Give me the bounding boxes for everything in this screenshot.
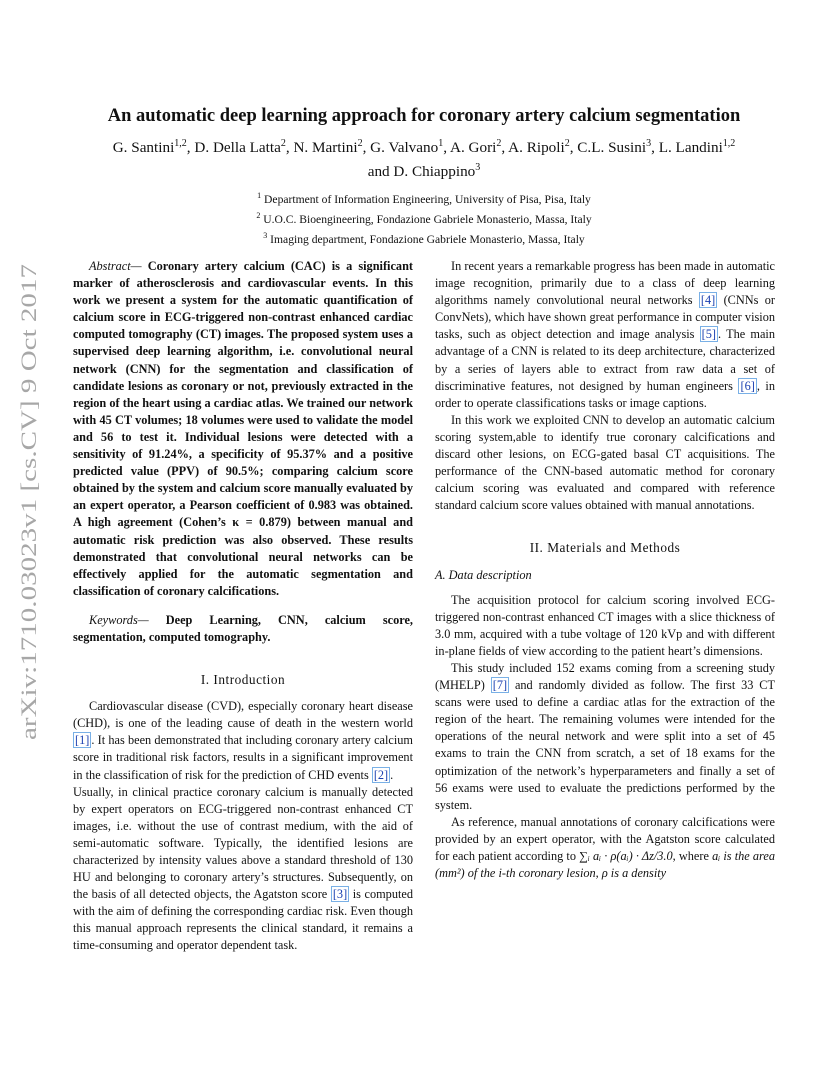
affiliation-text: U.O.C. Bioengineering, Fondazione Gabriele Monasterio, Massa, Italy: [263, 212, 592, 226]
abstract-lead: Abstract—: [89, 259, 142, 273]
author: and D. Chiappino: [367, 163, 476, 181]
arxiv-identifier: arXiv:1710.03023v1 [cs.CV] 9 Oct 2017: [16, 371, 41, 740]
citation-link[interactable]: [6]: [740, 378, 755, 393]
section-heading-methods: II. Materials and Methods: [529, 540, 681, 556]
paper-title: An automatic deep learning approach for coronary artery calcium segmentation: [107, 106, 741, 126]
author-affiliation: 2: [280, 138, 286, 149]
author-separator: ,: [651, 139, 659, 157]
intro-paragraph-4: In this work we exploited CNN to develop an automatic calcium scoring system,able to identify true coronary calcifications and discard other lesions, on ECG-gated basal CT acquisitions. The performance of the CNN-based automatic method for coronary calcium scoring was evaluated and compared with reference standard calcium score values obtained with manual annotations.: [435, 412, 775, 513]
author-list: [60, 134, 788, 182]
text-run: In recent years a remarkable progress has been made in automatic image recognition, primarily due to a class of deep learning algorithms namely convolutional neural networks: [435, 259, 775, 308]
subsection-heading-data: A. Data description: [435, 567, 532, 582]
author: L. Landini: [658, 139, 723, 157]
affiliation-number: 1: [257, 191, 262, 200]
author-separator: ,: [501, 139, 509, 157]
affiliation-number: 2: [256, 210, 261, 220]
text-run: .: [390, 767, 394, 782]
author-separator: ,: [362, 139, 371, 157]
author-affiliation: 2: [357, 138, 363, 149]
affiliation-text: Imaging department, Fondazione Gabriele Monasterio, Massa, Italy: [270, 232, 585, 246]
author-separator: ,: [569, 139, 578, 157]
text-run: (CNNs or ConvNets), which have shown great performance in computer vision tasks, such as object detection and image analysis: [435, 293, 775, 342]
author: G. Santini: [112, 139, 175, 157]
author: A. Gori: [449, 139, 497, 157]
affiliation-number: 3: [263, 230, 268, 240]
author-affiliation: 1: [438, 138, 444, 149]
data-paragraph-3: [435, 814, 775, 882]
author-separator: ,: [285, 139, 294, 157]
data-paragraph-2: [435, 660, 775, 814]
keywords-text: Deep Learning, CNN, calcium score, segmentation, computed tomography.: [73, 612, 414, 644]
author-affiliation: 2: [564, 138, 570, 149]
right-column: [435, 258, 775, 882]
data-paragraph-1: The acquisition protocol for calcium scoring involved ECG-triggered non-contrast enhanced CT images with a slice thickness of 3.0 mm, acquired with a tube voltage of 120 kVp and with different in-plane fields of view according to the patient heart’s dimensions.: [435, 592, 775, 658]
affiliation: [40, 208, 808, 228]
keywords-lead: Keywords—: [89, 612, 149, 627]
affiliation: [40, 188, 808, 208]
text-run: . The main advantage of a CNN is related to its deep architecture, characterized by a series of layers able to extract from raw data a set of discriminative features, not designed by human engineers: [435, 327, 775, 393]
author-separator: ,: [443, 139, 450, 157]
author-affiliation: 2: [496, 138, 502, 149]
author-affiliation: 1,2: [722, 138, 736, 149]
text-run: aᵢ is the area (mm²) of the i-th coronary lesion, ρ is a density: [435, 849, 775, 881]
citation-link[interactable]: [3]: [332, 887, 348, 902]
agatston-formula: ∑ᵢ aᵢ · ρ(aᵢ) · Δz/3.0: [579, 849, 673, 863]
text-run: . It has been demonstrated that including coronary artery calcium score in traditional risk factors, results in a significant improvement in the classification of risk for the prediction of CHD events: [73, 733, 413, 782]
text-run: , where: [672, 849, 713, 863]
intro-paragraph-2: [73, 784, 413, 955]
affiliation-text: Department of Information Engineering, University of Pisa, Pisa, Italy: [264, 192, 591, 206]
text-run: and randomly divided as follow. The first 33 CT scans were used to define a cardiac atlas for the extraction of the region of the heart. The remaining volumes were intended for the operations of the neural network and were split into a set of 45 exams to train the CNN from scratch, a set of 18 exams for the optimization of the network’s hyperparameters and finally a set of 56 exams were used to evaluate the predictions performed by the system.: [435, 678, 775, 812]
author: G. Valvano: [370, 139, 439, 157]
text-run: As reference, manual annotations of coronary calcifications were provided by an expert operator, with the Agatston score calculated for each patient according to: [435, 814, 775, 863]
author-affiliation: 3: [646, 138, 652, 149]
author: A. Ripoli: [508, 139, 565, 157]
abstract-text: Coronary artery calcium (CAC) is a significant marker of atherosclerosis and cardiovascular events. In this work we present a system for the automatic quantification of calcium score in ECG-triggered non-contrast enhanced cardiac computed tomography (CT) images. The proposed system uses a supervised deep learning algorithm, i.e. convolutional neural network (CNN) for the segmentation and classification of candidate lesions as coronary or not, previously extracted in the region of the heart using a cardiac atlas. We trained our network with 45 CT volumes; 18 volumes were used to validate the model and 56 to test it. Individual lesions were detected with a sensitivity of 91.24%, a specificity of 95.37% and a positive predicted value (PPV) of 90.5%; comparing calcium score obtained by the system and calcium score manually evaluated by an expert operator, a Pearson coefficient of 0.983 was obtained. A high agreement (Cohen’s κ = 0.879) between manual and automatic risk prediction was also observed. These results demonstrated that convolutional neural networks can be effectively applied for the automatic segmentation and classification of coronary calcifications.: [73, 259, 413, 598]
arxiv-stamp: [14, 262, 44, 742]
citation-link[interactable]: [4]: [700, 293, 716, 308]
text-run: is computed with the aim of defining the corresponding cardiac risk. Even though this manual approach represents the clinical standard, it remains a time-consuming and operator dependent task.: [73, 887, 413, 953]
citation-link[interactable]: [5]: [701, 327, 717, 342]
abstract: [73, 258, 413, 600]
section-heading-introduction: I. Introduction: [200, 672, 286, 688]
author: C.L. Susini: [577, 139, 647, 157]
citation-link[interactable]: [2]: [373, 767, 389, 782]
intro-paragraph-1: [73, 698, 413, 783]
affiliation: [40, 228, 808, 248]
text-run: , in order to operate classifications tasks or image captions.: [435, 378, 775, 410]
intro-paragraph-3: [435, 258, 775, 412]
citation-link[interactable]: [7]: [492, 678, 508, 693]
citation-link[interactable]: [1]: [75, 733, 90, 748]
author: D. Della Latta: [194, 139, 281, 157]
affiliation-list: [40, 188, 808, 248]
arxiv-stamp-svg: [14, 262, 44, 742]
keywords: [73, 612, 413, 646]
left-column: [73, 258, 413, 955]
text-run: This study included 152 exams coming from a screening study (MHELP): [435, 660, 775, 693]
text-run: Cardiovascular disease (CVD), especially coronary heart disease (CHD), is one of the leading cause of death in the western world: [73, 699, 413, 731]
author-affiliation: 1,2: [174, 138, 187, 149]
author-affiliation: 3: [475, 162, 481, 174]
author: N. Martini: [293, 139, 358, 157]
author-separator: ,: [186, 139, 195, 157]
text-run: Usually, in clinical practice coronary calcium is manually detected by expert operators on ECG-triggered non-contrast enhanced CT images, i.e. without the use of contrast medium, with the aid of semi-automatic software. Typically, the identified lesions are characterized by intensity values above a standard threshold of 130 HU and belonging to coronary artery’s structures. Subsequently, on the basis of all detected objects, the Agatston score: [73, 784, 413, 902]
